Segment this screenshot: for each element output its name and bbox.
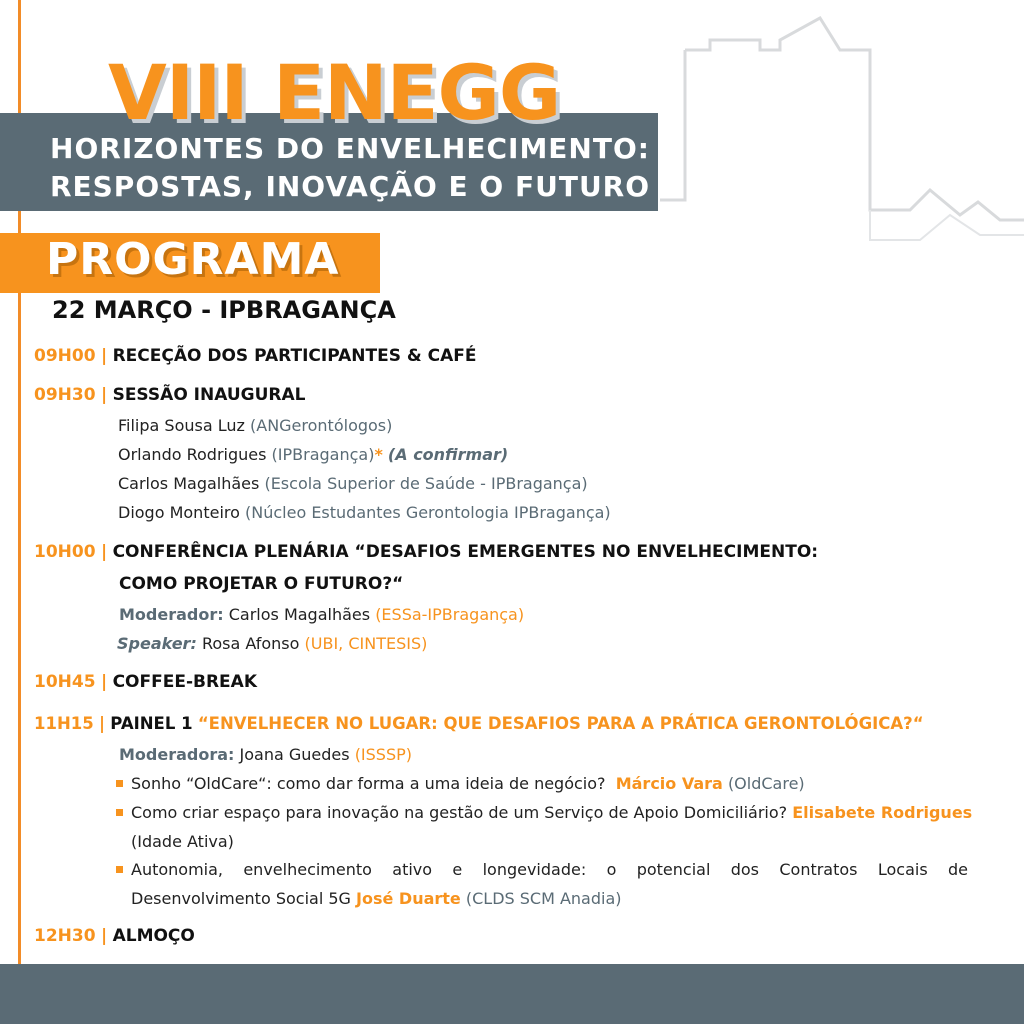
- session-title: ALMOÇO: [112, 926, 195, 946]
- time: 09H30: [34, 385, 96, 405]
- participant: Carlos Magalhães (Escola Superior de Saúde - IPBragança): [118, 474, 588, 493]
- subtitle-line-1: HORIZONTES DO ENVELHECIMENTO:: [50, 132, 650, 165]
- session-title: CONFERÊNCIA PLENÁRIA “DESAFIOS EMERGENTES NO ENVELHECIMENTO:: [112, 542, 819, 562]
- event-title: VIII ENEGG: [108, 48, 561, 137]
- session-title: RECEÇÃO DOS PARTICIPANTES & CAFÉ: [112, 346, 477, 366]
- moderator: Moderadora: Joana Guedes (ISSSP): [119, 745, 413, 764]
- bullet-icon: [116, 780, 123, 787]
- bullet-icon: [116, 866, 123, 873]
- speaker: Speaker: Rosa Afonso (UBI, CINTESIS): [117, 634, 428, 653]
- separator: |: [100, 672, 108, 692]
- time: 09H00: [34, 346, 96, 366]
- schedule-row-1115: [34, 714, 924, 733]
- panel-talk-aff: (Idade Ativa): [131, 832, 234, 851]
- session-title-cont: COMO PROJETAR O FUTURO?“: [119, 574, 404, 594]
- participant: Diogo Monteiro (Núcleo Estudantes Gerontologia IPBragança): [118, 503, 611, 522]
- moderator: Moderador: Carlos Magalhães (ESSa-IPBragança): [119, 605, 525, 624]
- session-title: PAINEL 1: [110, 714, 193, 733]
- panel-talk: Sonho “OldCare“: como dar forma a uma ideia de negócio? Márcio Vara (OldCare): [131, 774, 805, 793]
- time: 10H45: [34, 672, 96, 692]
- separator: |: [100, 385, 108, 405]
- session-title: COFFEE-BREAK: [112, 672, 258, 692]
- separator: |: [100, 346, 108, 366]
- programa-title: PROGRAMA: [46, 234, 340, 285]
- bullet-icon: [116, 809, 123, 816]
- participant: Filipa Sousa Luz (ANGerontólogos): [118, 416, 393, 435]
- building-outline-decoration: [660, 10, 1024, 250]
- schedule-row-1045: [34, 672, 257, 692]
- panel-talk: Como criar espaço para inovação na gestão de um Serviço de Apoio Domiciliário? Elisabete Rodrigues: [131, 803, 973, 822]
- schedule-row-1000: [34, 542, 818, 562]
- schedule-row-1230: [34, 926, 195, 946]
- schedule-row-0900: [34, 346, 476, 366]
- time: 10H00: [34, 542, 96, 562]
- footer-band: [0, 964, 1024, 1024]
- date-place: 22 MARÇO - IPBRAGANÇA: [52, 296, 396, 324]
- session-title: SESSÃO INAUGURAL: [112, 385, 306, 405]
- separator: |: [100, 542, 108, 562]
- time: 11H15: [34, 714, 94, 733]
- separator: |: [98, 714, 106, 733]
- subtitle-line-2: RESPOSTAS, INOVAÇÃO E O FUTURO: [49, 170, 651, 203]
- schedule-row-0930: [34, 385, 306, 405]
- participant: Orlando Rodrigues (IPBragança)* (A confirmar): [118, 445, 509, 464]
- time: 12H30: [34, 926, 96, 946]
- panel-theme: “ENVELHECER NO LUGAR: QUE DESAFIOS PARA A PRÁTICA GERONTOLÓGICA?“: [197, 714, 924, 733]
- panel-talk: Autonomia, envelhecimento ativo e longevidade: o potencial dos Contratos Locais de: [131, 860, 968, 879]
- panel-talk-cont: Desenvolvimento Social 5G José Duarte (CLDS SCM Anadia): [131, 889, 622, 908]
- separator: |: [100, 926, 108, 946]
